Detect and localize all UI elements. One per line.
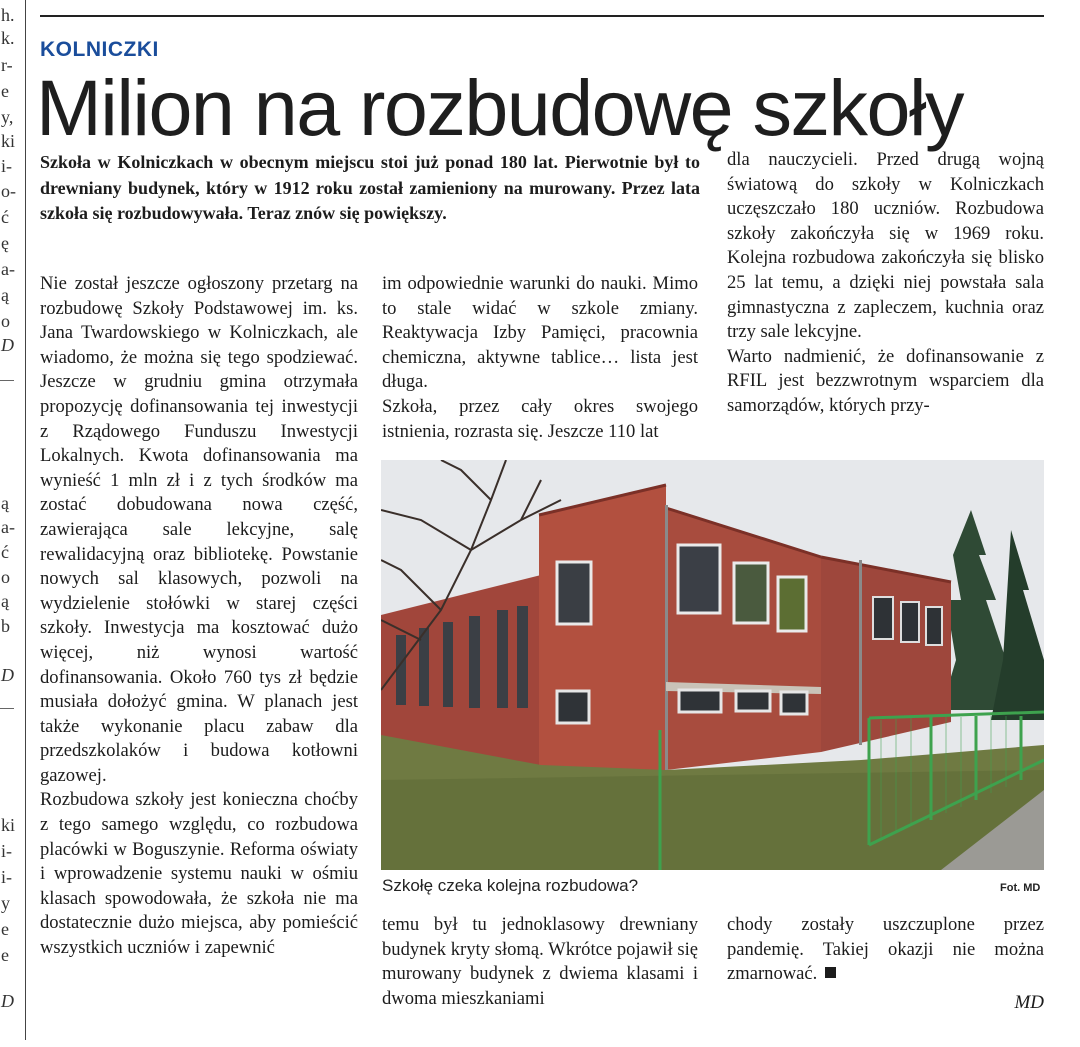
fragment-text: ą [1, 285, 9, 305]
paragraph: Rozbudowa szkoły jest konieczna choćby z tego samego względu, co rozbudowa placówki w Boguszynie. Reforma oświaty i wprowadzenie systemu nauki w ośmiu klasach spowodowała, że szkoła nie ma dostatecznie dużo miejsca, aby pomieścić wszystkich uczniów i zapewnić [40, 789, 358, 959]
fragment-text: ą [1, 591, 9, 611]
author-signature: MD [1014, 992, 1044, 1013]
fragment-text: ki [1, 131, 16, 151]
fragment-text: h. [1, 5, 15, 25]
fragment-text: i- [1, 867, 12, 887]
fragment-text: ć [1, 542, 9, 562]
article-column-2-continued [382, 913, 698, 1011]
fragment-text: o [1, 567, 10, 587]
fragment-text: k. [1, 28, 15, 48]
school-building-photo [381, 460, 1044, 870]
fragment-text: o [1, 311, 10, 331]
article-column-3-continued [727, 913, 1044, 987]
fragment-text: a- [1, 517, 15, 537]
paragraph: Nie został jeszcze ogłoszony przetarg na rozbudowę Szkoły Podstawowej im. ks. Jana Twardowskiego w Kolniczkach, ale wiadomo, że można się tego spodziewać. Jeszcze w grudniu gmina otrzymała propozycję dofinansowania tej inwestycji z Rządowego Funduszu Inwestycji Lokalnych. Kwota dofinansowania ma wynieść 1 mln zł i z tych środków ma zostać dobudowana nowa część, zawierająca sale lekcyjne, salę rewalidacyjną oraz bibliotekę. Powstanie nowych sal klasowych, pozwoli na wydzielenie stołówki w starej części szkoły. Inwestycja ma kosztować dużo więcej, niż wynosi wartość dofinansowania. Około 760 tys zł będzie musiała dołożyć gmina. W planach jest także wykonanie placu zabaw dla przedszkolaków i budowa kotłowni gazowej. [40, 273, 358, 786]
paragraph: dla nauczycieli. Przed drugą wojną światową do szkoły w Kolniczkach uczęszczało 180 uczniów. Rozbudowa szkoły zakończyła się w 1969 roku. Kolejna rozbudowa zakończyła się blisko 25 lat temu, a dzięki niej powstała sala gimnastyczna z zapleczem, kuchnia oraz trzy sale lekcyjne. [727, 149, 1044, 343]
fragment-text: e [1, 919, 9, 939]
paragraph: temu był tu jednoklasowy drewniany budynek kryty słomą. Wkrótce pojawił się murowany budynek z dwiema klasami i dwoma mieszkaniami [382, 914, 698, 1009]
article-column-3 [727, 148, 1044, 419]
fragment-text: y, [1, 107, 14, 127]
fragment-text: ki [1, 815, 16, 835]
paragraph: Warto nadmienić, że dofinansowanie z RFIL jest bezzwrotnym wsparciem dla samorządów, których przy- [727, 345, 1044, 416]
photo-credit: Fot. MD [1000, 882, 1041, 894]
fragment-text: D [1, 991, 14, 1011]
section-label: KOLNICZKI [40, 38, 159, 61]
paragraph-text: chody zostały uszczuplone przez pandemię. Takiej okazji nie można zmarnować. [727, 914, 1044, 985]
top-rule [40, 15, 1044, 17]
headline: Milion na rozbudowę szkoły [36, 63, 964, 152]
fragment-text: e [1, 81, 9, 101]
fragment-divider [0, 380, 14, 381]
fragment-text: D [1, 335, 14, 355]
fragment-text: y [1, 893, 10, 913]
fragment-text: o- [1, 181, 16, 201]
fragment-text: r- [1, 55, 13, 75]
fragment-text: i- [1, 156, 12, 176]
fragment-divider [0, 708, 14, 709]
fragment-text: ą [1, 493, 9, 513]
fragment-text: ć [1, 207, 9, 227]
lead-paragraph: Szkoła w Kolniczkach w obecnym miejscu stoi już ponad 180 lat. Pierwotnie był to drewniany budynek, który w 1912 roku został zamieniony na murowany. Przez lata szkoła się rozbudowywała. Teraz znów się powiększy. [40, 152, 700, 223]
paragraph [727, 913, 1044, 987]
fragment-text: a- [1, 259, 15, 279]
fragment-text: D [1, 665, 14, 685]
fragment-text: e [1, 945, 9, 965]
article-column-1 [40, 272, 358, 961]
column-divider [25, 0, 26, 1040]
article-column-2 [382, 272, 698, 444]
fragment-text: b [1, 616, 10, 636]
paragraph: im odpowiednie warunki do nauki. Mimo to stale widać w szkole zmiany. Reaktywacja Izby Pamięci, pracownia chemiczna, aktywne tablice… lista jest długa. [382, 273, 698, 393]
fragment-text: ę [1, 233, 9, 253]
end-of-article-mark [825, 967, 836, 978]
paragraph: Szkoła, przez cały okres swojego istnienia, rozrasta się. Jeszcze 110 lat [382, 395, 698, 442]
adjacent-article-fragment [0, 0, 22, 1047]
photo-caption: Szkołę czeka kolejna rozbudowa? [382, 876, 639, 895]
fragment-text: i- [1, 841, 12, 861]
